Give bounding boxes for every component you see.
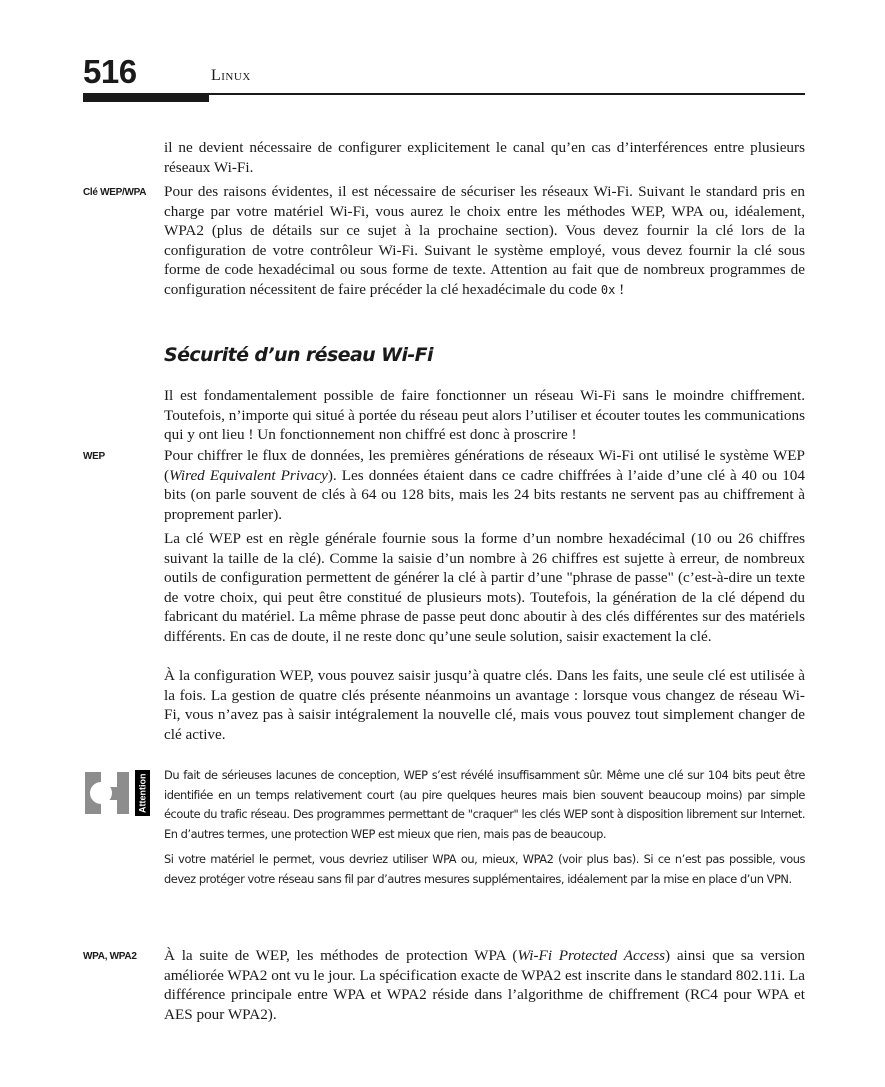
running-title: Linux xyxy=(211,67,251,84)
page-header xyxy=(83,52,805,104)
inline-code: 0x xyxy=(600,282,616,297)
paragraph-wep: Pour chiffrer le flux de données, les premières générations de réseaux Wi-Fi ont utilisé le système WEP (Wired Equivalent Privacy). Les données étaient dans ce cadre chiffrées à l’aide d’une clé à 40 ou 104 bits (on parle souvent de clés à 64 ou 128 bits, mais les 24 bits restants ne servent pas au chiffrement à proprement parler). xyxy=(164,447,805,523)
paragraph-wep-key: La clé WEP est en règle générale fournie sous la forme d’un nombre hexadécimal (10 ou 26 chiffres suivant la taille de la clé). Comme la saisie d’un nombre à 26 chiffres est sujette à erreur, de nombreux outils de configuration permettent de générer la clé à partir d’une "phrase de passe" (c’est-à-dire un texte de votre choix, qui peut être constitué de plusieurs mots). Toutefois, la génération de la clé dépend du fabricant du matériel. La même phrase de passe peut donc aboutir à des clés différentes sur des matériels différents. En cas de doute, il ne reste donc qu’une seule solution, saisir exactement la clé. xyxy=(164,530,805,645)
paragraph-cle-wep-wpa: Pour des raisons évidentes, il est nécessaire de sécuriser les réseaux Wi-Fi. Suivant le standard pris en charge par votre matériel Wi-Fi, vous aurez le choix entre les méthodes WEP, WPA ou, idéalement, WPA2 (plus de détails sur ce sujet à la prochaine section). Vous devez fournir la clé lors de la configuration de votre contrôleur Wi-Fi. Suivant le système employé, vous devez fournir la clé sous forme de code hexadécimal ou sous forme de texte. Attention au fait que de nombreux programmes de configuration nécessitent de faire précéder la clé hexadécimale du code 0x ! xyxy=(164,183,805,298)
header-rule-thick xyxy=(83,93,209,102)
section-heading: Sécurité d’un réseau Wi-Fi xyxy=(164,344,433,366)
attention-icon-label: Attention xyxy=(137,773,148,813)
attention-note: Du fait de sérieuses lacunes de conception, WEP s’est révélé insuffisamment sûr. Même une clé sur 104 bits peut être identifiée en un temps relativement court (au pire quelques heures mais bien souvent beaucoup moins) par simple écoute du trafic réseau. Des programmes permettant de "craquer" les clés WEP sont à disposition librement sur Internet. En d’autres termes, une protection WEP est mieux que rien, mais pas de beaucoup. Si votre matériel le permet, vous devriez utiliser WPA ou, mieux, WPA2 (voir plus bas). Si ce n’est pas possible, vous devez protéger votre réseau sans fil par d’autres mesures supplémentaires, idéalement par la mise en place d’un VPN. xyxy=(164,768,805,886)
page-number: 516 xyxy=(83,53,137,90)
margin-label-wep: WEP xyxy=(83,451,105,462)
paragraph-wpa: À la suite de WEP, les méthodes de protection WPA (Wi-Fi Protected Access) ainsi que sa version améliorée WPA2 ont vu le jour. La spécification exacte de WPA2 est inscrite dans le standard 802.11i. La différence principale entre WPA et WPA2 réside dans l’algorithme de chiffrement (RC4 pour WPA et AES pour WPA2). xyxy=(164,947,805,1023)
paragraph-wep-config: À la configuration WEP, vous pouvez saisir jusqu’à quatre clés. Dans les faits, une seule clé est utilisée à la fois. La gestion de quatre clés présente néanmoins un avantage : lorsque vous changez de réseau Wi-Fi, vous n’avez pas à saisir intégralement la nouvelle clé, mais vous pouvez tout simplement changer de clé active. xyxy=(164,667,805,743)
paragraph-intro-security: Il est fondamentalement possible de faire fonctionner un réseau Wi-Fi sans le moindre chiffrement. Toutefois, n’importe qui situé à portée du réseau peut alors l’utiliser et écouter toutes les communications qui y ont lieu ! Un fonctionnement non chiffré est donc à proscrire ! xyxy=(164,387,805,444)
margin-label-cle-wep-wpa: Clé WEP/WPA xyxy=(83,187,147,198)
margin-label-wpa-wpa2: WPA, WPA2 xyxy=(83,951,137,962)
attention-icon xyxy=(84,770,150,816)
paragraph-continuation: il ne devient nécessaire de configurer explicitement le canal qu’en cas d’interférences entre plusieurs réseaux Wi-Fi. xyxy=(164,139,805,176)
